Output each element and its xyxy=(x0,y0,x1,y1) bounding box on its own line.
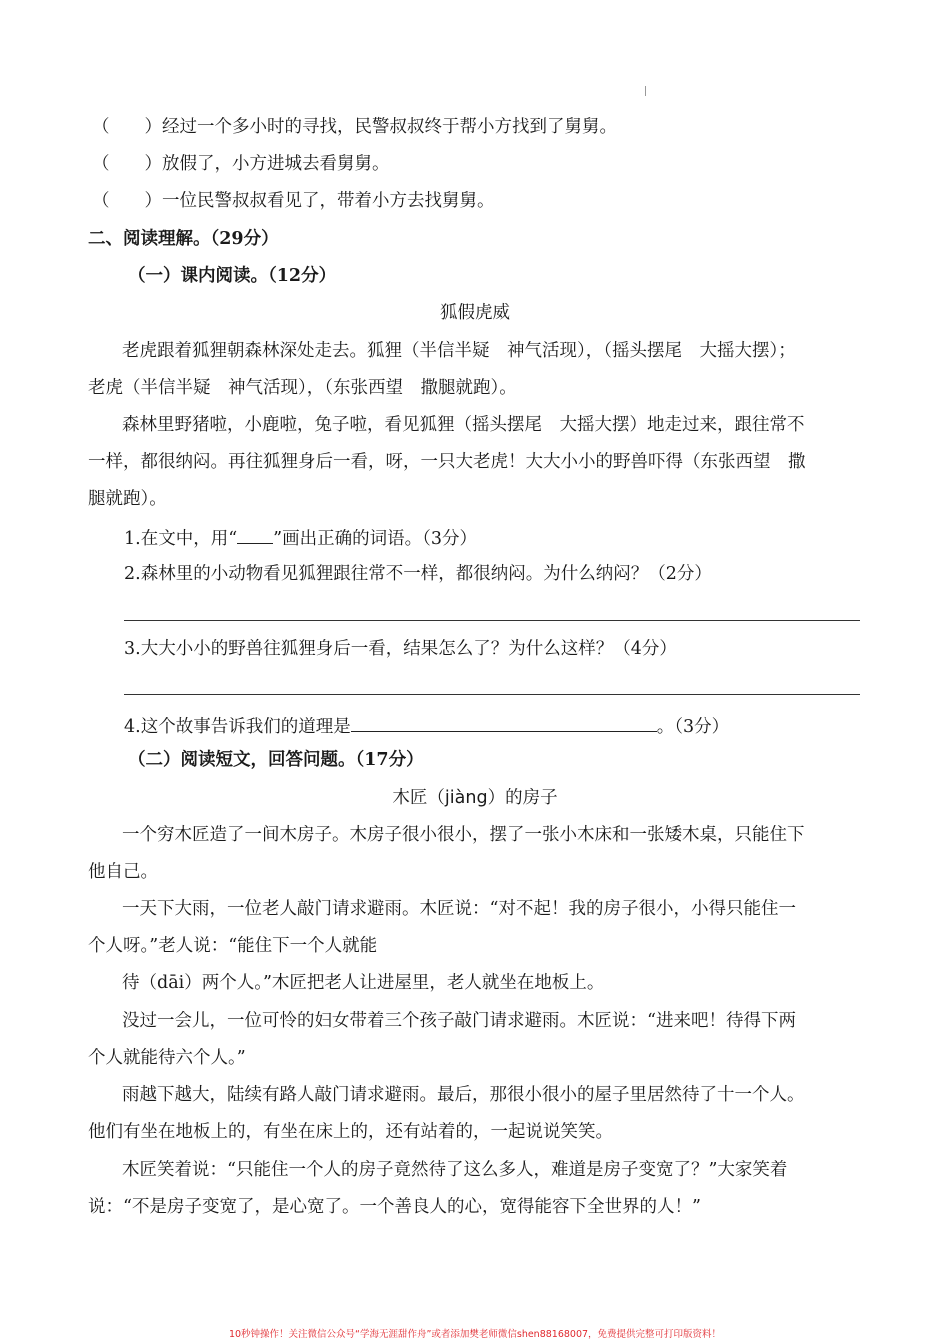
order-text: 放假了，小方进城去看舅舅。 xyxy=(162,154,390,174)
part1-heading: （一）课内阅读。（12分） xyxy=(128,266,337,286)
passage2-line: 个人呀。”老人说：“能住下一个人就能 xyxy=(88,936,378,956)
order-item xyxy=(92,193,495,211)
scan-mark xyxy=(645,86,646,96)
promo-footer: 10秒钟操作！关注微信公众号“学海无涯甜作舟”或者添加樊老师微信shen88168007，免费提供完整可打印版资料！ xyxy=(228,1329,722,1340)
passage2-line: 说：“不是房子变宽了，是心宽了。一个善良人的心，宽得能容下全世界的人！” xyxy=(88,1197,701,1217)
passage2-line: 一个穷木匠造了一间木房子。木房子很小很小，摆了一张小木床和一张矮木桌，只能住下 xyxy=(122,825,805,845)
question-1 xyxy=(124,529,477,549)
answer-blank[interactable] xyxy=(351,715,657,732)
passage1-line: 腿就跑）。 xyxy=(88,489,167,509)
passage2-line: 他们有坐在地板上的，有坐在床上的，还有站着的，一起说说笑笑。 xyxy=(88,1122,613,1142)
order-item xyxy=(92,156,390,174)
part2-heading: （二）阅读短文，回答问题。（17分） xyxy=(128,750,424,770)
order-paren: （ ） xyxy=(92,154,162,174)
order-text: 一位民警叔叔看见了，带着小方去找舅舅。 xyxy=(162,191,495,211)
passage1-line: 老虎跟着狐狸朝森林深处走去。狐狸（半信半疑 神气活现），（摇头摆尾 大摇大摆）； xyxy=(122,341,796,361)
passage2-line: 没过一会儿，一位可怜的妇女带着三个孩子敲门请求避雨。木匠说：“进来吧！待得下两 xyxy=(122,1011,796,1031)
order-text: 经过一个多小时的寻找，民警叔叔终于帮小方找到了舅舅。 xyxy=(162,117,617,137)
passage2-line: 他自己。 xyxy=(88,862,158,882)
question-1-points: ”画出正确的词语。（3分） xyxy=(273,529,477,549)
passage1-line: 森林里野猪啦，小鹿啦，兔子啦，看见狐狸（摇头摆尾 大摇大摆）地走过来，跟往常不 xyxy=(122,415,805,435)
question-4-text: 4.这个故事告诉我们的道理是 xyxy=(124,717,351,737)
passage2-line: 待（dāi）两个人。”木匠把老人让进屋里，老人就坐在地板上。 xyxy=(122,973,605,993)
section-heading: 二、阅读理解。（29分） xyxy=(88,229,279,249)
question-4 xyxy=(124,715,729,737)
underline-blank xyxy=(237,529,273,544)
answer-line[interactable] xyxy=(124,694,860,695)
passage1-line: 老虎（半信半疑 神气活现），（东张西望 撒腿就跑）。 xyxy=(88,378,517,398)
passage2-line: 木匠笑着说：“只能住一个人的房子竟然待了这么多人，难道是房子变宽了？”大家笑着 xyxy=(122,1160,788,1180)
order-paren: （ ） xyxy=(92,191,162,211)
answer-line[interactable] xyxy=(124,620,860,621)
passage2-line: 雨越下越大，陆续有路人敲门请求避雨。最后，那很小很小的屋子里居然待了十一个人。 xyxy=(122,1085,805,1105)
passage2-line: 个人就能待六个人。” xyxy=(88,1048,246,1068)
passage1-title: 狐假虎威 xyxy=(440,303,510,323)
order-paren: （ ） xyxy=(92,117,162,137)
question-3: 3.大大小小的野兽往狐狸身后一看，结果怎么了？为什么这样？（4分） xyxy=(124,639,677,659)
question-1-text: 1.在文中，用“ xyxy=(124,529,238,549)
question-2: 2.森林里的小动物看见狐狸跟往常不一样，都很纳闷。为什么纳闷？（2分） xyxy=(124,564,712,584)
passage2-title: 木匠（jiàng）的房子 xyxy=(392,788,558,808)
question-4-points: 。（3分） xyxy=(656,717,730,737)
order-item xyxy=(92,119,617,137)
passage1-line: 一样，都很纳闷。再往狐狸身后一看，呀，一只大老虎！大大小小的野兽吓得（东张西望 撒 xyxy=(88,452,806,472)
passage2-line: 一天下大雨，一位老人敲门请求避雨。木匠说：“对不起！我的房子很小，小得只能住一 xyxy=(122,899,796,919)
